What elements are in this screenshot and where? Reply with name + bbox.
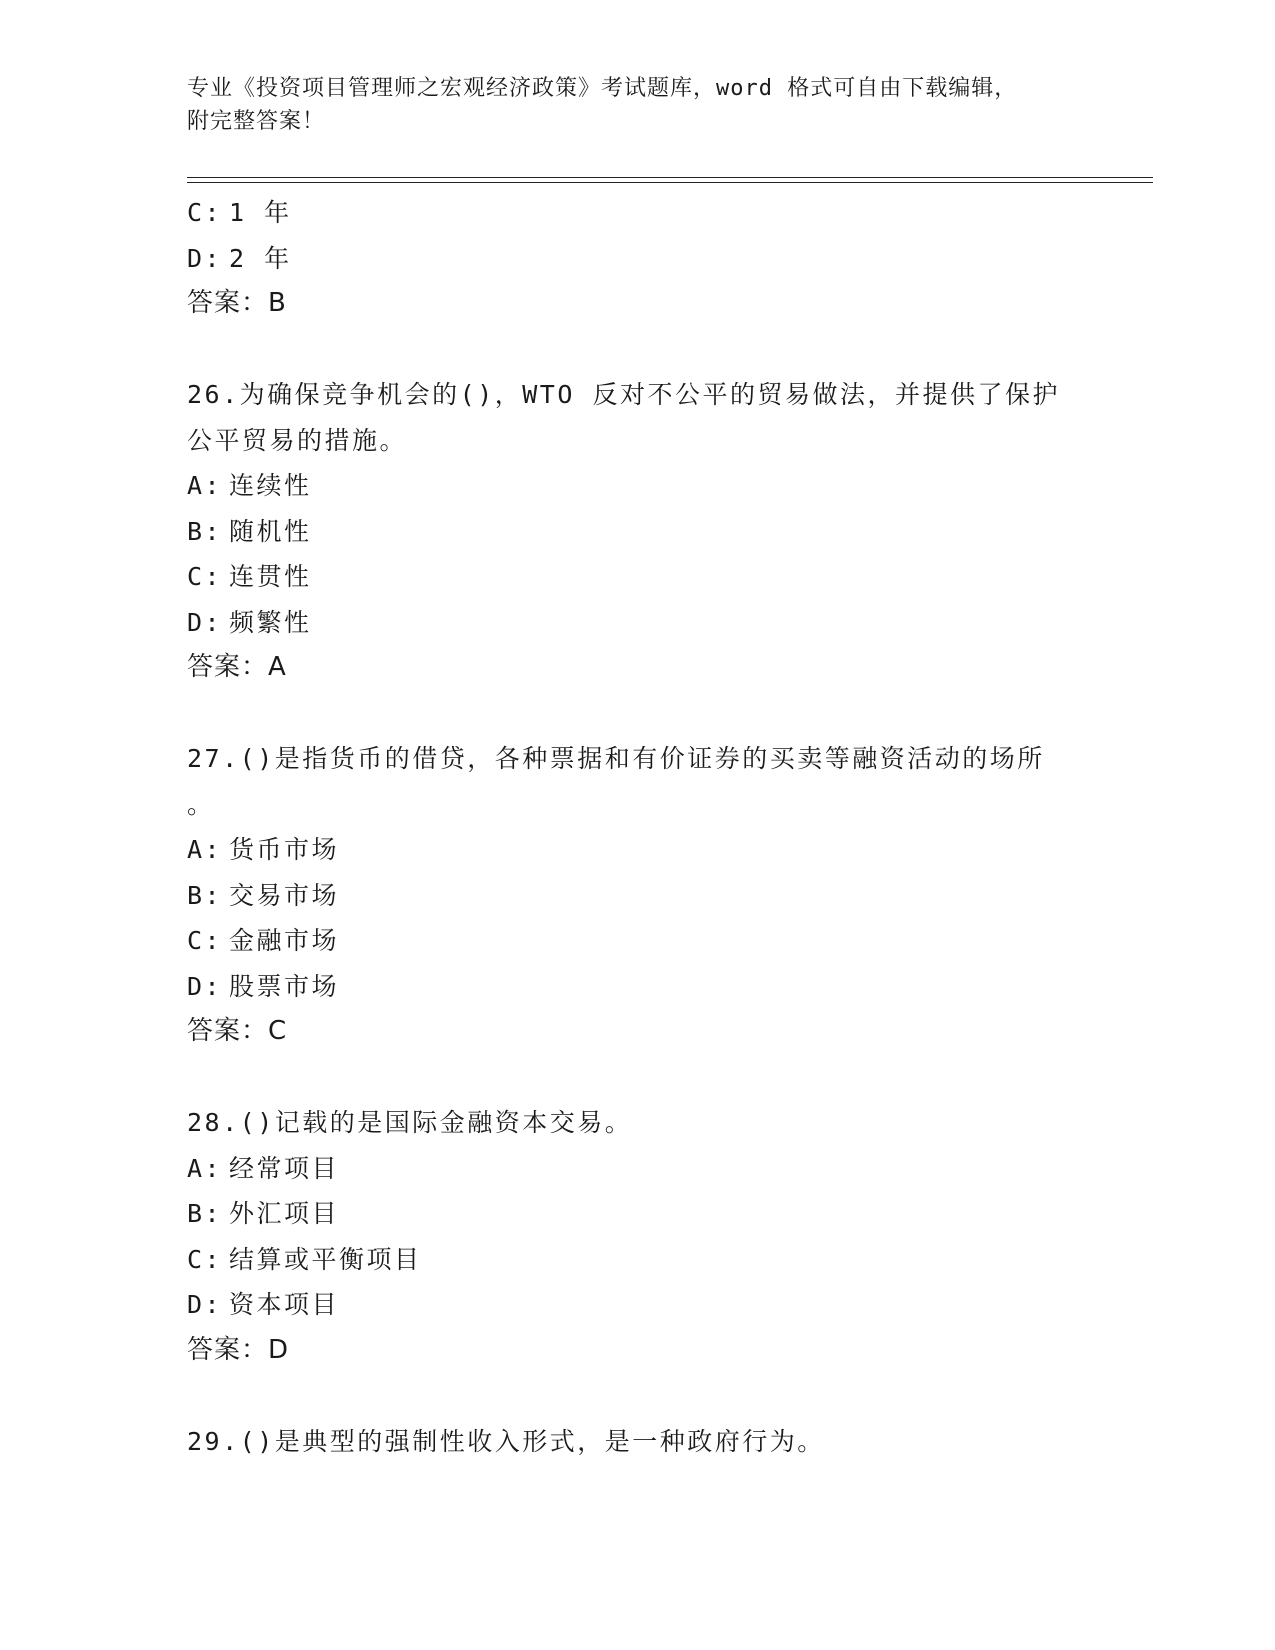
option-c	[187, 554, 1087, 600]
question-text-line: 公平贸易的措施。	[187, 425, 408, 455]
option-text: 2 年	[229, 243, 292, 273]
answer-line: 答案：C	[187, 1016, 288, 1046]
answer-line: 答案：D	[187, 1334, 290, 1365]
answer-line: 答案：B	[187, 288, 287, 318]
option-label: D:	[187, 243, 223, 273]
option-b	[187, 1191, 1087, 1237]
option-label: B:	[187, 516, 223, 546]
option-a	[187, 1146, 1087, 1192]
option-b	[187, 509, 1087, 555]
option-label: C:	[187, 1244, 223, 1274]
spacer	[187, 1055, 1087, 1101]
option-c	[187, 918, 1087, 964]
question-text-line: 。	[187, 789, 215, 819]
option-d	[187, 600, 1087, 646]
answer-line: 答案：A	[187, 652, 287, 682]
header-line-2: 附完整答案！	[187, 109, 326, 134]
question-text-line: 27.()是指货币的借贷，各种票据和有价证券的买卖等融资活动的场所	[187, 744, 1045, 773]
option-text: 货币市场	[229, 835, 340, 864]
option-text: 连贯性	[229, 562, 312, 591]
option-c	[187, 190, 1087, 236]
option-b	[187, 873, 1087, 919]
document-header	[187, 72, 1087, 138]
option-d	[187, 236, 1087, 282]
question-text-line: 28.()记载的是国际金融资本交易。	[187, 1108, 633, 1137]
option-d	[187, 1282, 1087, 1328]
option-label: B:	[187, 1199, 223, 1228]
question-text-line: 29.()是典型的强制性收入形式，是一种政府行为。	[187, 1426, 825, 1456]
spacer	[187, 327, 1087, 373]
spacer	[187, 691, 1087, 737]
option-label: A:	[187, 1153, 223, 1183]
option-a	[187, 463, 1087, 509]
option-text: 随机性	[229, 516, 312, 546]
header-line-1: 专业《投资项目管理师之宏观经济政策》考试题库，word 格式可自由下载编辑，	[187, 76, 1018, 101]
option-text: 结算或平衡项目	[229, 1244, 422, 1274]
option-label: A:	[187, 471, 223, 500]
option-text: 外汇项目	[229, 1199, 340, 1228]
option-text: 连续性	[229, 471, 312, 500]
header-divider-top	[187, 177, 1153, 178]
option-text: 频繁性	[229, 607, 312, 637]
option-text: 交易市场	[229, 880, 340, 910]
option-text: 1 年	[229, 198, 292, 227]
option-label: C:	[187, 926, 223, 955]
option-a	[187, 827, 1087, 873]
spacer	[187, 1373, 1087, 1419]
option-text: 股票市场	[229, 971, 340, 1001]
option-c	[187, 1237, 1087, 1283]
option-label: D:	[187, 971, 223, 1001]
question-text-line: 26.为确保竞争机会的()，WTO 反对不公平的贸易做法，并提供了保护	[187, 380, 1060, 409]
option-text: 资本项目	[229, 1290, 340, 1319]
option-label: C:	[187, 562, 223, 591]
option-label: A:	[187, 835, 223, 864]
option-text: 金融市场	[229, 926, 340, 955]
header-divider-bottom	[187, 182, 1153, 183]
option-label: D:	[187, 1290, 223, 1319]
question-list	[187, 190, 1087, 1464]
option-d	[187, 964, 1087, 1010]
option-text: 经常项目	[229, 1153, 340, 1183]
option-label: B:	[187, 880, 223, 910]
option-label: C:	[187, 198, 223, 227]
option-label: D:	[187, 607, 223, 637]
